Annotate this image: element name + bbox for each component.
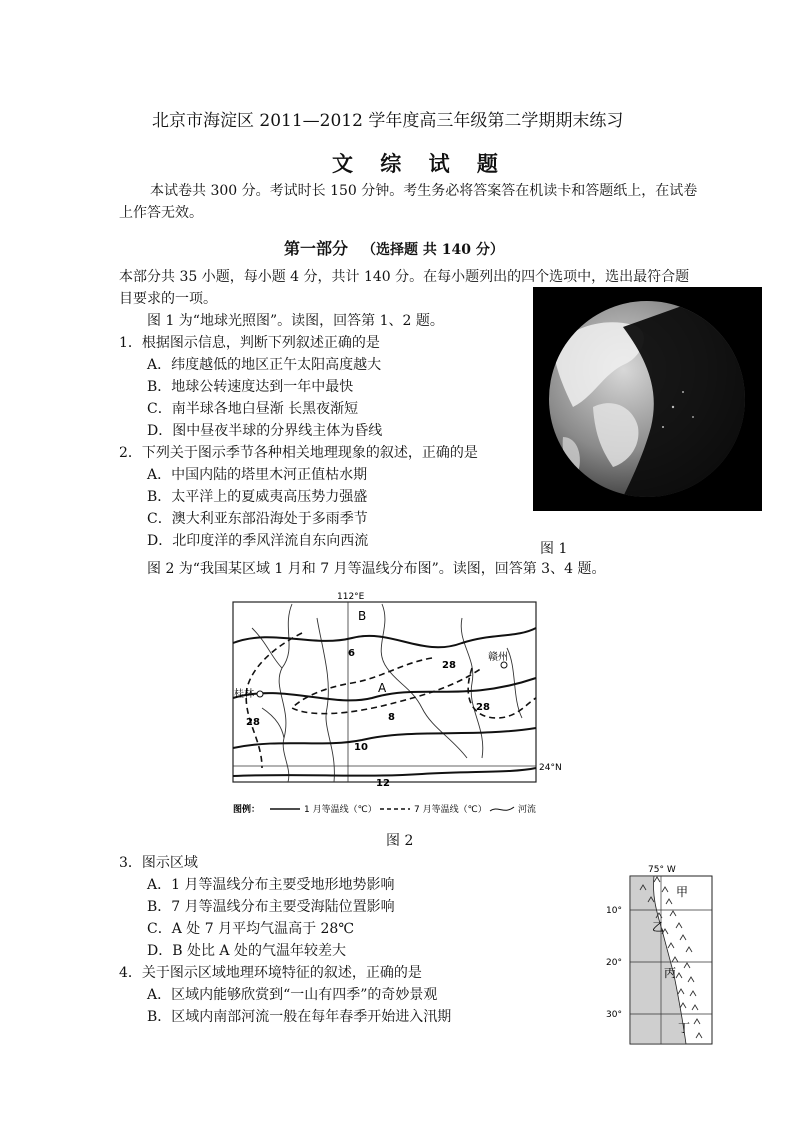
part1-title: 第一部分 [284,239,349,258]
q3-option-c: C．A 处 7 月平均气温高于 28℃ [147,921,355,937]
q2-option-c: C．澳大利亚东部沿海处于多雨季节 [147,511,368,527]
fig3-longitude-label: 75° W [648,865,676,875]
figure1-earth-image [533,287,762,511]
q2-option-a: A．中国内陆的塔里木河正值枯水期 [147,467,368,483]
fig3-label-ding: 丁 [678,1021,691,1035]
figure3-coast-map [604,860,716,1050]
earth-globe-graphic [533,287,762,511]
q1-option-b: B．地球公转速度达到一年中最快 [147,379,354,395]
legend-jul: 7 月等温线（℃） [414,805,487,815]
q4-option-a: A．区域内能够欣赏到“一山有四季”的奇妙景观 [147,987,438,1003]
part1-heading [284,236,504,259]
isotherm-jul-28-a: 28 [442,660,456,671]
point-a-label: A [378,681,387,695]
isotherm-jul-28-b: 28 [246,717,260,728]
fig3-lat-30: 30° [606,1010,622,1020]
isotherm-jan-10: 10 [354,742,368,753]
q1-option-c: C．南半球各地白昼渐 长黑夜渐短 [147,401,359,417]
q3-option-a: A．1 月等温线分布主要受地形地势影响 [147,877,395,893]
fig3-lat-10: 10° [606,906,622,916]
january-isotherms [233,628,536,776]
q3-option-b: B．7 月等温线分布主要受海陆位置影响 [147,899,395,915]
ganzhou-label: 赣州 [488,652,508,663]
figure2-caption: 图 2 [386,833,414,849]
instructions-line1: 本试卷共 300 分。考试时长 150 分钟。考生务必将答案答在机读卡和答题纸上，在试卷 [150,183,698,199]
q4-stem: 4．关于图示区域地理环境特征的叙述，正确的是 [119,965,422,981]
latitude-label: 24°N [539,763,562,773]
figure1-intro: 图 1 为“地球光照图”。读图，回答第 1、2 题。 [147,313,444,329]
q3-stem: 3．图示区域 [119,855,198,871]
guilin-label: 桂林 [234,689,254,700]
q2-stem: 2．下列关于图示季节各种相关地理现象的叙述，正确的是 [119,445,478,461]
rivers [252,604,522,782]
q2-option-b: B．太平洋上的夏威夷高压势力强盛 [147,489,368,505]
fig3-label-jia: 甲 [676,885,689,899]
figure2-isotherm-map [222,588,562,820]
figure1-caption: 图 1 [540,541,568,557]
fig3-lat-20: 20° [606,958,622,968]
legend-prefix: 图例： [233,805,261,815]
fig3-label-yi: 乙 [652,920,665,934]
legend-river: 河流 [518,805,537,815]
instructions-line2: 上作答无效。 [119,205,203,221]
part1-subtitle: （选择题 共 140 分） [362,242,504,258]
figure2-intro: 图 2 为“我国某区域 1 月和 7 月等温线分布图”。读图，回答第 3、4 题。 [147,561,606,577]
exam-subtitle: 文 综 试 题 [332,151,508,176]
part1-intro-line2: 目要求的一项。 [119,291,217,307]
q1-stem: 1．根据图示信息，判断下列叙述正确的是 [119,335,380,351]
guilin-marker [257,691,263,697]
q3-option-d: D．B 处比 A 处的气温年较差大 [147,943,346,959]
isotherm-jul-28-c: 28 [476,702,490,713]
q4-option-b: B．区域内南部河流一般在每年春季开始进入汛期 [147,1009,452,1025]
part1-intro-line1: 本部分共 35 小题，每小题 4 分，共计 140 分。在每小题列出的四个选项中，选出最符合题 [119,269,690,285]
isotherm-jan-6: 6 [348,648,355,659]
point-b-label: B [358,609,367,623]
longitude-label: 112°E [337,592,365,602]
legend-jan: 1 月等温线（℃） [304,805,377,815]
isotherm-jan-8: 8 [388,712,395,723]
exam-title: 北京市海淀区 2011—2012 学年度高三年级第二学期期末练习 [152,111,624,131]
q2-option-d: D．北印度洋的季风洋流自东向西流 [147,533,369,549]
legend-river-icon [490,807,514,811]
q1-option-d: D．图中昼夜半球的分界线主体为昏线 [147,423,383,439]
q1-option-a: A．纬度越低的地区正午太阳高度越大 [147,357,382,373]
fig3-label-bing: 丙 [664,966,677,980]
isotherm-jan-12: 12 [376,778,390,789]
